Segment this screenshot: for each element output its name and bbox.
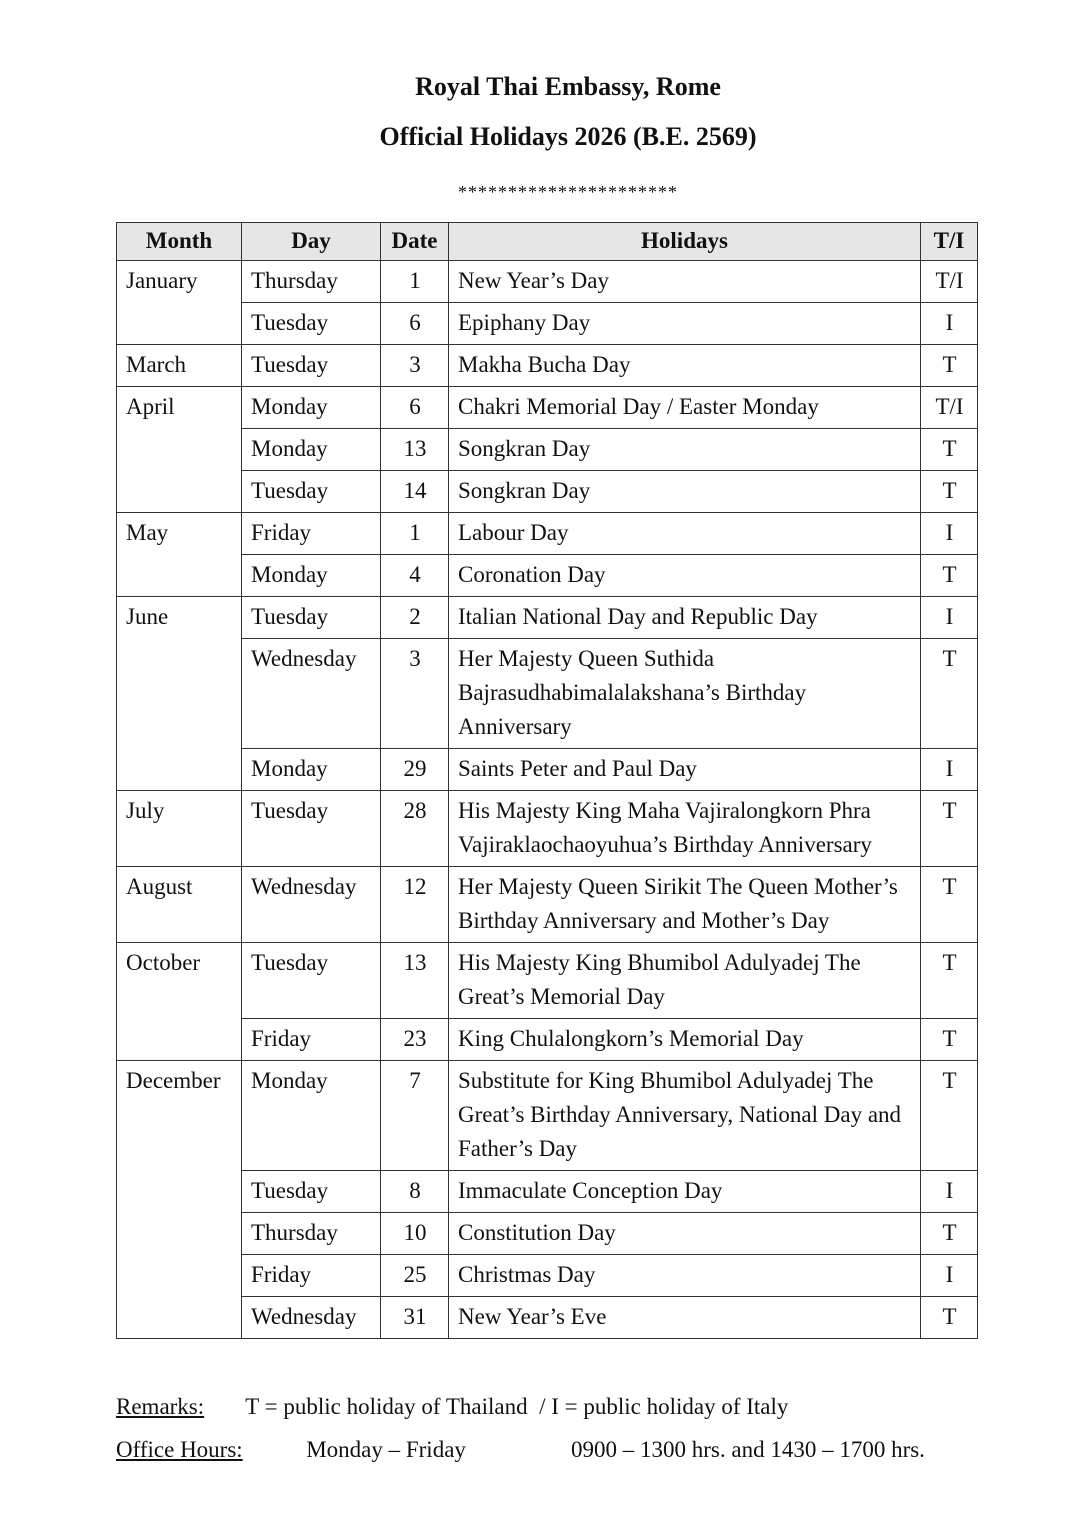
cell-holiday: New Year’s Eve bbox=[449, 1297, 921, 1339]
table-row bbox=[117, 597, 978, 639]
table-row bbox=[117, 1061, 978, 1171]
cell-holiday: Songkran Day bbox=[449, 471, 921, 513]
cell-date: 1 bbox=[381, 261, 449, 303]
table-row bbox=[117, 429, 978, 471]
cell-day: Tuesday bbox=[242, 345, 381, 387]
table-row bbox=[117, 639, 978, 749]
cell-date: 12 bbox=[381, 867, 449, 943]
cell-holiday: Substitute for King Bhumibol Adulyadej The Great’s Birthday Anniversary, National Day and Father’s Day bbox=[449, 1061, 921, 1171]
cell-day: Monday bbox=[242, 749, 381, 791]
table-row bbox=[117, 943, 978, 1019]
cell-ti: I bbox=[921, 513, 978, 555]
cell-holiday: His Majesty King Bhumibol Adulyadej The Great’s Memorial Day bbox=[449, 943, 921, 1019]
office-hours-times: 0900 – 1300 hrs. and 1430 – 1700 hrs. bbox=[571, 1437, 925, 1462]
cell-day: Wednesday bbox=[242, 1297, 381, 1339]
table-row bbox=[117, 1297, 978, 1339]
cell-date: 3 bbox=[381, 345, 449, 387]
cell-date: 10 bbox=[381, 1213, 449, 1255]
cell-month: May bbox=[117, 513, 242, 597]
cell-ti: T bbox=[921, 639, 978, 749]
cell-holiday: Coronation Day bbox=[449, 555, 921, 597]
cell-ti: T bbox=[921, 1019, 978, 1061]
cell-date: 13 bbox=[381, 943, 449, 1019]
cell-holiday: Constitution Day bbox=[449, 1213, 921, 1255]
cell-day: Monday bbox=[242, 555, 381, 597]
remarks-label: Remarks: bbox=[116, 1394, 205, 1419]
table-row bbox=[117, 387, 978, 429]
cell-day: Wednesday bbox=[242, 639, 381, 749]
header-date: Date bbox=[381, 223, 449, 261]
cell-ti: I bbox=[921, 1171, 978, 1213]
table-row bbox=[117, 1171, 978, 1213]
cell-ti: T bbox=[921, 867, 978, 943]
office-hours-days: Monday – Friday bbox=[306, 1437, 466, 1462]
cell-day: Thursday bbox=[242, 1213, 381, 1255]
cell-holiday: King Chulalongkorn’s Memorial Day bbox=[449, 1019, 921, 1061]
cell-date: 1 bbox=[381, 513, 449, 555]
cell-month: August bbox=[117, 867, 242, 943]
cell-ti: T bbox=[921, 471, 978, 513]
cell-ti: T bbox=[921, 555, 978, 597]
cell-holiday: Her Majesty Queen Sirikit The Queen Mother’s Birthday Anniversary and Mother’s Day bbox=[449, 867, 921, 943]
table-row bbox=[117, 1019, 978, 1061]
cell-month: December bbox=[117, 1061, 242, 1339]
cell-holiday: Chakri Memorial Day / Easter Monday bbox=[449, 387, 921, 429]
cell-ti: T/I bbox=[921, 387, 978, 429]
cell-day: Tuesday bbox=[242, 1171, 381, 1213]
cell-ti: T bbox=[921, 345, 978, 387]
cell-date: 8 bbox=[381, 1171, 449, 1213]
cell-date: 13 bbox=[381, 429, 449, 471]
table-row bbox=[117, 513, 978, 555]
cell-day: Monday bbox=[242, 1061, 381, 1171]
cell-holiday: Makha Bucha Day bbox=[449, 345, 921, 387]
table-header-row bbox=[117, 223, 978, 261]
table-row bbox=[117, 471, 978, 513]
cell-day: Tuesday bbox=[242, 943, 381, 1019]
cell-date: 25 bbox=[381, 1255, 449, 1297]
cell-ti: T bbox=[921, 1297, 978, 1339]
cell-date: 29 bbox=[381, 749, 449, 791]
cell-day: Tuesday bbox=[242, 471, 381, 513]
cell-holiday: Immaculate Conception Day bbox=[449, 1171, 921, 1213]
cell-month: October bbox=[117, 943, 242, 1061]
header-ti: T/I bbox=[921, 223, 978, 261]
cell-date: 2 bbox=[381, 597, 449, 639]
header-holidays: Holidays bbox=[449, 223, 921, 261]
cell-date: 3 bbox=[381, 639, 449, 749]
cell-month: July bbox=[117, 791, 242, 867]
cell-date: 14 bbox=[381, 471, 449, 513]
cell-holiday: Saints Peter and Paul Day bbox=[449, 749, 921, 791]
cell-ti: I bbox=[921, 597, 978, 639]
cell-holiday: Labour Day bbox=[449, 513, 921, 555]
cell-holiday: New Year’s Day bbox=[449, 261, 921, 303]
office-hours-label: Office Hours: bbox=[116, 1437, 243, 1462]
table-row bbox=[117, 261, 978, 303]
cell-ti: I bbox=[921, 303, 978, 345]
cell-month: January bbox=[117, 261, 242, 345]
cell-holiday: Christmas Day bbox=[449, 1255, 921, 1297]
cell-day: Friday bbox=[242, 513, 381, 555]
header-day: Day bbox=[242, 223, 381, 261]
cell-ti: T bbox=[921, 1213, 978, 1255]
table-row bbox=[117, 791, 978, 867]
cell-day: Friday bbox=[242, 1255, 381, 1297]
cell-month: June bbox=[117, 597, 242, 791]
table-row bbox=[117, 303, 978, 345]
cell-ti: T/I bbox=[921, 261, 978, 303]
cell-date: 6 bbox=[381, 303, 449, 345]
cell-date: 28 bbox=[381, 791, 449, 867]
cell-date: 7 bbox=[381, 1061, 449, 1171]
cell-day: Tuesday bbox=[242, 597, 381, 639]
table-row bbox=[117, 749, 978, 791]
cell-day: Tuesday bbox=[242, 303, 381, 345]
cell-date: 6 bbox=[381, 387, 449, 429]
cell-day: Monday bbox=[242, 429, 381, 471]
cell-date: 4 bbox=[381, 555, 449, 597]
cell-ti: T bbox=[921, 429, 978, 471]
cell-day: Friday bbox=[242, 1019, 381, 1061]
office-hours-row bbox=[116, 1437, 976, 1463]
table-row bbox=[117, 345, 978, 387]
separator: ********************** bbox=[458, 182, 678, 202]
cell-day: Tuesday bbox=[242, 791, 381, 867]
table-row bbox=[117, 867, 978, 943]
cell-holiday: His Majesty King Maha Vajiralongkorn Phra Vajiraklaochaoyuhua’s Birthday Anniversary bbox=[449, 791, 921, 867]
table-row bbox=[117, 555, 978, 597]
cell-day: Wednesday bbox=[242, 867, 381, 943]
cell-holiday: Songkran Day bbox=[449, 429, 921, 471]
cell-holiday: Epiphany Day bbox=[449, 303, 921, 345]
remarks-text: T = public holiday of Thailand / I = public holiday of Italy bbox=[245, 1394, 789, 1419]
cell-ti: T bbox=[921, 943, 978, 1019]
table-row bbox=[117, 1255, 978, 1297]
header-month: Month bbox=[117, 223, 242, 261]
table-row bbox=[117, 1213, 978, 1255]
table-body bbox=[117, 261, 978, 1339]
cell-date: 31 bbox=[381, 1297, 449, 1339]
cell-ti: I bbox=[921, 1255, 978, 1297]
cell-ti: T bbox=[921, 1061, 978, 1171]
page-title: Royal Thai Embassy, Rome bbox=[415, 72, 721, 101]
cell-holiday: Her Majesty Queen Suthida Bajrasudhabimalalakshana’s Birthday Anniversary bbox=[449, 639, 921, 749]
cell-date: 23 bbox=[381, 1019, 449, 1061]
cell-day: Thursday bbox=[242, 261, 381, 303]
cell-month: March bbox=[117, 345, 242, 387]
cell-ti: I bbox=[921, 749, 978, 791]
cell-month: April bbox=[117, 387, 242, 513]
remarks-row bbox=[116, 1394, 788, 1420]
cell-holiday: Italian National Day and Republic Day bbox=[449, 597, 921, 639]
cell-ti: T bbox=[921, 791, 978, 867]
page-subtitle: Official Holidays 2026 (B.E. 2569) bbox=[379, 122, 757, 151]
cell-day: Monday bbox=[242, 387, 381, 429]
holidays-table bbox=[116, 222, 978, 1339]
